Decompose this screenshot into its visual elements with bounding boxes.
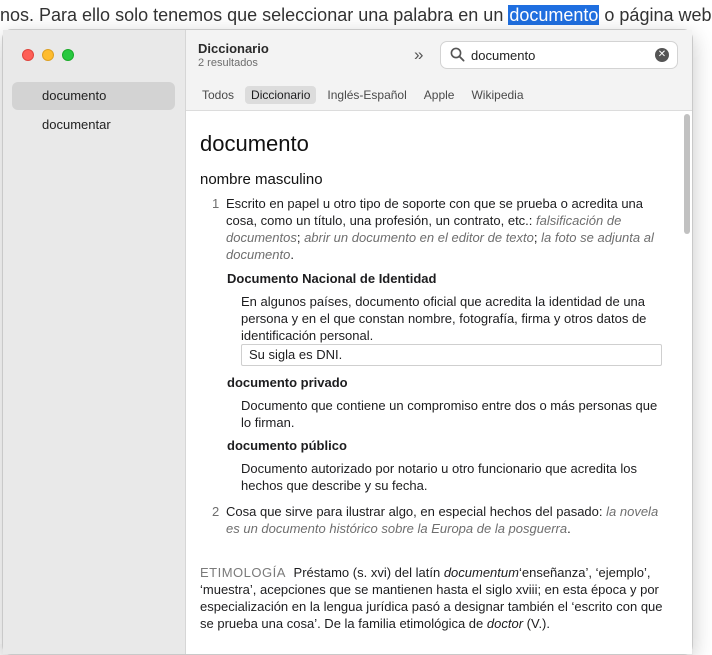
part-of-speech: nombre masculino [200,171,323,188]
close-window-icon[interactable] [22,49,34,61]
phrase-definition: Documento autorizado por notario u otro funcionario que acredita los hechos que describe y su fecha. [241,461,638,493]
result-item-documentar[interactable]: documentar [42,117,111,132]
etymology-text: ‘enseñanza’, ‘ejemplo’, ‘muestra’, acepciones que se mantienen hasta el siglo xviii; en esta época y por especialización en la lengua jurídica pasó a designar también el ‘escrito con que se prueba una cosa’. De la familia etimológica de [200,565,663,631]
phrase-definition: Documento que contiene un compromiso entre dos o más personas que lo firman. [241,398,658,430]
phrase-title: documento privado [227,375,348,390]
definition-content [186,111,682,654]
sidebar [3,30,186,654]
usage-note: Su sigla es DNI. [241,344,662,366]
chevron-double-right-icon[interactable]: » [414,45,424,64]
etymology-label: ETIMOLOGÍA [200,565,286,580]
etymology-reference[interactable]: doctor [486,616,524,631]
results-list [12,82,175,140]
sense-1 [212,195,667,263]
phrase-title: documento público [227,438,347,453]
example: falsificación de documentos [226,213,622,245]
example: la novela es un documento histórico sobre la Europa de la posguerra [226,504,659,536]
search-field[interactable] [440,41,678,69]
selected-word: documento [509,5,599,25]
phrase-definition: En algunos países, documento oficial que acredita la identidad de una persona y en el que constan nombre, fotografía, firma y otros datos de identificación personal. [241,294,647,343]
etymology-text: (V.). [523,616,551,631]
sense-number: 1 [212,196,220,211]
tab-todos[interactable]: Todos [202,88,235,102]
results-count: 2 resultados [198,57,258,69]
source-tabs [196,86,530,104]
sense-text [226,195,667,263]
separator: ; [296,230,305,245]
period: . [567,521,571,536]
main-panel [186,30,692,654]
etymology-latin-word: documentum [443,565,519,580]
etymology [200,564,666,632]
example: la foto se adjunta al documento [226,230,654,262]
sense-text [226,503,667,537]
zoom-window-icon[interactable] [62,49,74,61]
search-input[interactable]: documento [471,48,536,63]
sense-2 [212,503,667,537]
sense-definition: Cosa que sirve para ilustrar algo, en especial hechos del pasado: [226,504,603,519]
result-item-documento[interactable]: documento [12,82,175,110]
tab-wikipedia[interactable]: Wikipedia [471,88,524,102]
tab-diccionario[interactable]: Diccionario [245,86,316,104]
background-text-before: nos. Para ello solo tenemos que seleccionar una palabra en un [0,5,509,25]
tab-apple[interactable]: Apple [423,88,455,102]
example: abrir un documento en el editor de texto [304,230,534,245]
content-scrollbar[interactable] [684,114,690,234]
dictionary-window [2,29,693,655]
separator: ; [533,230,542,245]
toolbar-title: Diccionario [198,41,269,56]
clear-search-icon[interactable]: ✕ [655,48,669,62]
window-controls [22,49,74,61]
tab-ingles-espanol[interactable]: Inglés-Español [327,88,407,102]
background-page-text [0,0,712,30]
phrase-title: Documento Nacional de Identidad [227,271,437,286]
period: . [290,247,294,262]
etymology-text: Préstamo (s. xvi) del latín [293,565,444,580]
magnifier-icon [450,47,465,67]
sense-number: 2 [212,504,220,519]
headword: documento [200,131,309,156]
sense-definition: Escrito en papel u otro tipo de soporte con que se prueba o acredita una cosa, como un título, una profesión, un contrato, etc.: [226,196,644,228]
minimize-window-icon[interactable] [42,49,54,61]
background-text-after: o página web [599,5,712,25]
toolbar [186,30,692,111]
